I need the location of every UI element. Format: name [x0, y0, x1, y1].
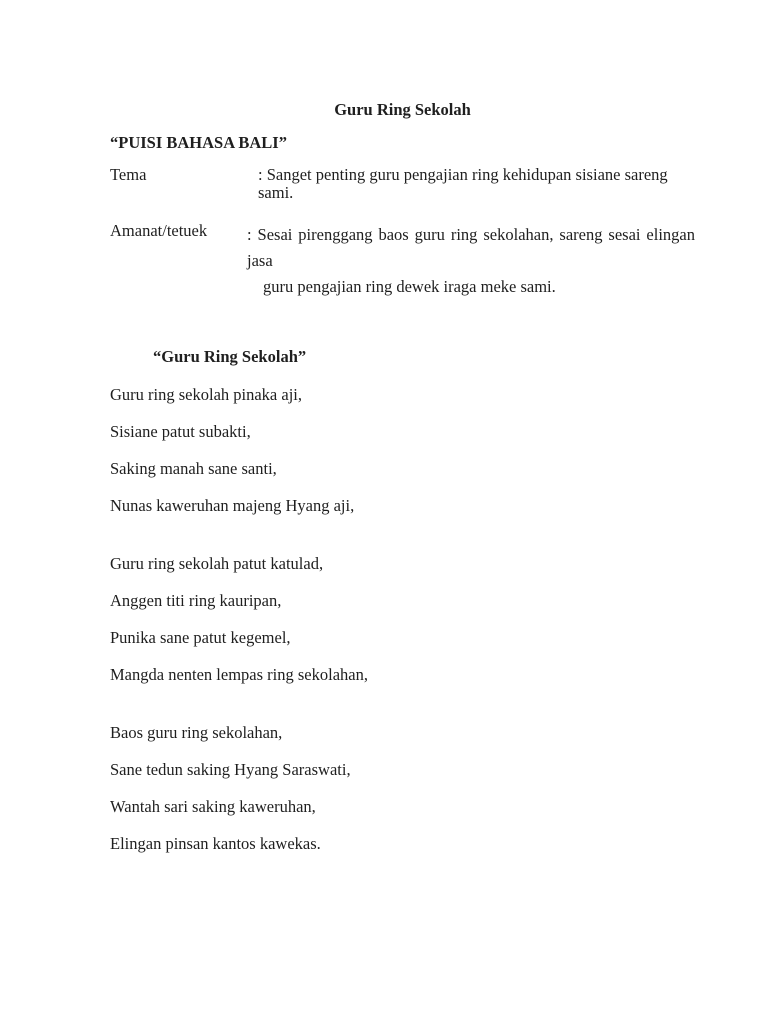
poem-line: Elingan pinsan kantos kawekas. — [110, 834, 321, 853]
poem-line: Nunas kaweruhan majeng Hyang aji, — [110, 496, 355, 515]
poem-stanza-1 — [110, 386, 695, 515]
document-title: Guru Ring Sekolah — [334, 100, 471, 119]
poem-heading: “Guru Ring Sekolah” — [153, 347, 307, 366]
meta-row-tema — [110, 166, 695, 202]
poem-line: Punika sane patut kegemel, — [110, 628, 291, 647]
poem-line: Mangda nenten lempas ring sekolahan, — [110, 665, 368, 684]
amanat-value-line-1: : Sesai pirenggang baos guru ring sekolahan, sareng sesai elingan jasa — [247, 225, 695, 270]
poem-line: Wantah sari saking kaweruhan, — [110, 797, 316, 816]
amanat-value-line-2: guru pengajian ring dewek iraga meke sami. — [263, 277, 556, 296]
tema-value: : Sanget penting guru pengajian ring kehidupan sisiane sareng sami. — [258, 165, 668, 202]
amanat-label: Amanat/tetuek — [110, 221, 208, 240]
meta-row-amanat — [110, 222, 695, 300]
tema-label: Tema — [110, 165, 147, 184]
poem-line: Sane tedun saking Hyang Saraswati, — [110, 760, 351, 779]
amanat-value — [247, 222, 695, 300]
document-subtitle: “PUISI BAHASA BALI” — [110, 133, 287, 152]
poem-line: Sisiane patut subakti, — [110, 422, 251, 441]
poem-line: Guru ring sekolah patut katulad, — [110, 554, 324, 573]
poem-line: Saking manah sane santi, — [110, 459, 277, 478]
poem-line: Guru ring sekolah pinaka aji, — [110, 385, 302, 404]
poem-stanza-3 — [110, 724, 695, 853]
poem-stanza-2 — [110, 555, 695, 684]
poem-line: Anggen titi ring kauripan, — [110, 591, 282, 610]
poem-line: Baos guru ring sekolahan, — [110, 723, 283, 742]
